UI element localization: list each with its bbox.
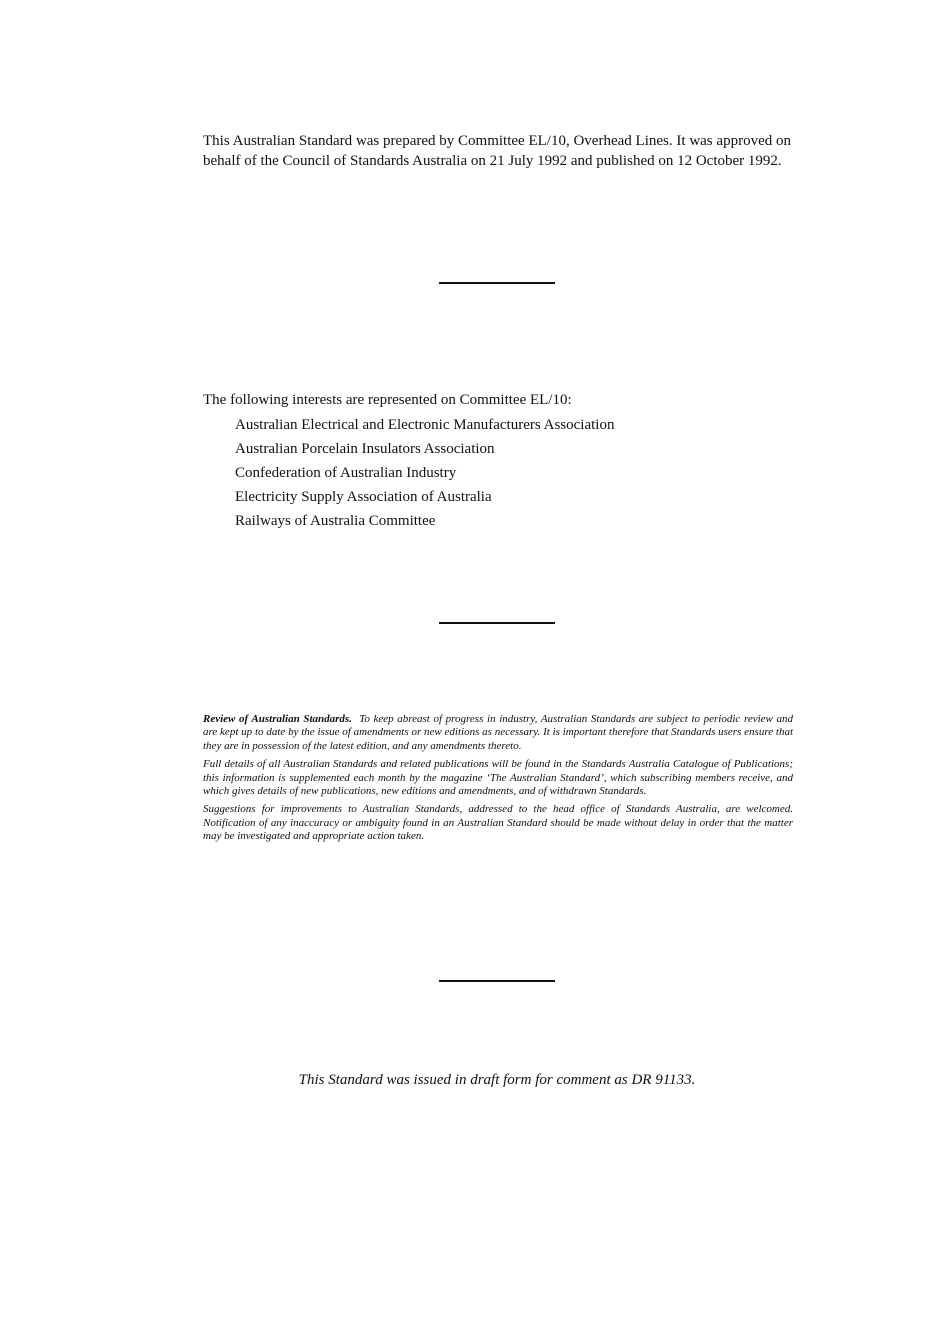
list-item: Australian Electrical and Electronic Manufacturers Association [235,417,615,433]
interests-heading: The following interests are represented on Committee EL/10: [203,392,572,408]
review-lead: Review of Australian Standards. [203,713,352,725]
preparation-statement: This Australian Standard was prepared by Committee EL/10, Overhead Lines. It was approved on behalf of the Council of Standards Australia on 21 July 1992 and published on 12 October 1992. [203,133,791,169]
interests-list [203,413,791,533]
list-item: Railways of Australia Committee [235,513,436,529]
suggestions-paragraph: Suggestions for improvements to Australian Standards, addressed to the head office of Standards Australia, are welcomed. Notification of any inaccuracy or ambiguity found in an Australian Standard should be made without delay in order that the matter may be investigated and appropriate action taken. [203,803,793,843]
section-divider [439,622,555,624]
draft-note: This Standard was issued in draft form for comment as DR 91133. [298,1072,696,1088]
review-paragraph [203,713,793,753]
section-divider [439,282,555,284]
section-divider [439,980,555,982]
review-notice [203,713,793,849]
catalogue-paragraph: Full details of all Australian Standards and related publications will be found in the Standards Australia Catalogue of Publications; this information is supplemented each month by the magazine ‘The Australian Standard’, which subscribing members receive, and which gives details of new publications, new editions and amendments, and of withdrawn Standards. [203,758,793,798]
list-item: Australian Porcelain Insulators Association [235,441,495,457]
list-item: Electricity Supply Association of Australia [235,489,492,505]
list-item: Confederation of Australian Industry [235,465,457,481]
review-text: To keep abreast of progress in industry, Australian Standards are subject to periodic review and are kept up to date by the issue of amendments or new editions as necessary. It is important therefore that Standards users ensure that they are in possession of the latest edition, and any amendments thereto. [203,713,793,752]
committee-interests [203,389,791,533]
